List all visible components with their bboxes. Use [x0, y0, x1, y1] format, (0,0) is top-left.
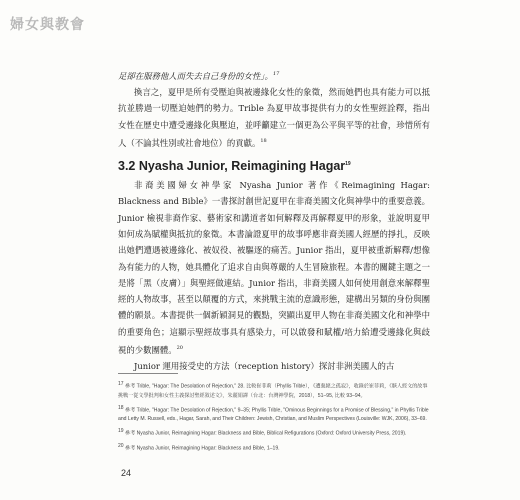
running-title: 婦女與教會 [10, 17, 85, 33]
quote-text: 足卻在服務他人而失去自己身份的女性」。 [118, 70, 273, 81]
footnote-divider [118, 373, 178, 374]
footnote-number: 18 [118, 404, 124, 411]
footnote-ref-18[interactable]: 18 [260, 137, 267, 144]
footnote-18 [118, 404, 430, 425]
section-heading [118, 159, 430, 173]
footnote-text: 參考 Trible, "Hagar: The Desolation of Rejection," 28. 比較崔菲莉（Phyllis Trible），《遭棄絕之孤寂》，收錄於崔菲莉，《駭人經文的故事挑戰一從文學批判和女性主義探討聖經敘述文》，朱麗娟譯（台北：台灣神學院，2018），51–95, 比較 93–94。 [118, 383, 428, 399]
paragraph-2-text: 非裔美國婦女神學家 Nyasha Junior 著作《Reimagining Hagar: Blackness and Bible》一書探討創世記夏甲在非裔美國文化與神學中的重要意義。Junior 檢視非裔作家、藝術家和講道者如何解釋及再解釋夏甲的形象，並說明夏甲如何成為賦權與抵抗的象徵。本書論證夏甲的故事呼應非裔美國人經歷的掙扎，反映出她們遭遇被邊緣化、被奴役、被驅逐的痛苦。Junior 指出，夏甲被重新解釋/想像為有能力的人物，她具體化了追求自由與尊嚴的人生冒險旅程。本書的關鍵主題之一是將「黑（皮膚）」與聖經做連結。Junior 指出，非裔美國人如何使用創意來解釋聖經的人物故事，甚至以顛覆的方式，來挑戰主流的意識形態，建構出另類的身份與團體的願景。本書提供一個新穎洞見的觀點，突顯出夏甲人物在非裔美國文化和神學中的重要角色；這顯示聖經故事具有感染力，可以啟發和賦權/培力給遭受邊緣化與歧視的少數團體。 [118, 180, 430, 355]
section-heading-text: 3.2 Nyasha Junior, Reimagining Hagar [118, 159, 346, 174]
footnote-20 [118, 442, 430, 454]
footnote-ref-20[interactable]: 20 [176, 345, 183, 352]
page-number: 24 [121, 468, 132, 478]
footnote-text: 參考 Nyasha Junior, Reimagining Hagar: Blackness and Bible, Biblical Refigurations (Oxford: Oxford University Press, 2019). [124, 431, 407, 438]
footnote-19 [118, 427, 430, 439]
body-text [118, 66, 430, 374]
footnote-ref-19[interactable]: 19 [345, 160, 351, 167]
footnotes [118, 380, 430, 457]
header-band [0, 0, 520, 50]
paragraph-2 [118, 177, 430, 358]
footnote-number: 20 [118, 443, 124, 450]
footnote-number: 19 [118, 428, 124, 435]
footnote-number: 17 [118, 381, 124, 387]
footnote-text: 參考 Nyasha Junior, Reimagining Hagar: Blackness and Bible, 1–19. [124, 445, 280, 452]
footnote-ref-17[interactable]: 17 [272, 71, 280, 77]
paragraph-3: Junior 運用接受史的方法（reception history）探討非洲美國人的古 [134, 361, 395, 372]
paragraph-1-text: 換言之，夏甲是所有受壓迫與被邊緣化女性的象徵，然而她們也具有能力可以抵抗並勝過一切壓迫她們的勢力。Trible 為夏甲故事提供有力的女性聖經詮釋，指出女性在歷史中遭受邊緣化與壓迫，並呼籲建立一個更為公平與平等的社會，珍惜所有人（不論其性別或社會地位）的貢獻。 [118, 87, 430, 148]
footnote-text: 參考 Trible, "Hagar: The Desolation of Rejection," 9–35; Phyllis Trible, "Ominous Beginnings for a Promise of Blessing," in Phyllis Trible and Letty M. Russell, eds., Hagar, Sarah, and Their Children: Jewish, Christian, and Muslim Perspectives (Louisville: WJK, 2006), 33–69. [118, 407, 429, 423]
footnote-17 [118, 380, 430, 401]
quote-line [118, 66, 430, 84]
paragraph-1 [118, 84, 430, 151]
